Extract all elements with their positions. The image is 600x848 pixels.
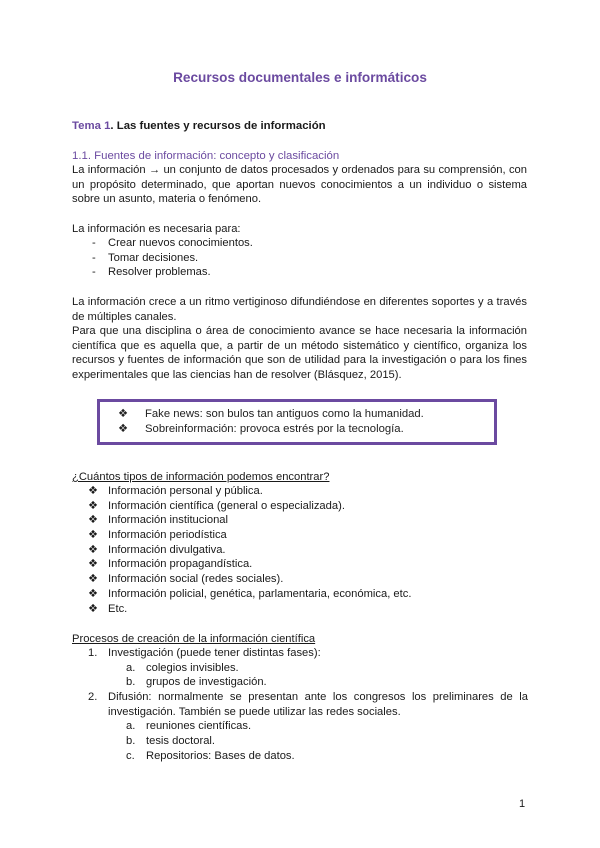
- list-item-text: Información institucional: [108, 514, 229, 527]
- tema-heading: [72, 119, 326, 134]
- list-item: [88, 528, 411, 543]
- growth-paragraph: [72, 295, 527, 324]
- sub-letter: a.: [126, 661, 136, 674]
- diamond-bullet-icon: ❖: [88, 543, 99, 556]
- list-item-text: Información propagandística.: [108, 558, 253, 571]
- list-item: [88, 557, 411, 572]
- sub-item: [108, 675, 528, 690]
- paragraph-line: Para que una disciplina o área de conocimiento avance se hace necesaria la información: [72, 325, 527, 337]
- step-number: 2.: [88, 690, 98, 703]
- process-step: [88, 646, 528, 661]
- step-text: Investigación (puede tener distintas fases):: [108, 647, 321, 659]
- list-item-text: Etc.: [108, 602, 128, 615]
- types-title: ¿Cuántos tipos de información podemos encontrar?: [72, 471, 330, 483]
- diamond-bullet-icon: ❖: [88, 529, 99, 542]
- process-step: [88, 690, 528, 719]
- document-title: Recursos documentales e informáticos: [173, 70, 427, 85]
- list-item: [88, 572, 411, 587]
- needs-intro: La información es necesaria para:: [72, 223, 241, 235]
- list-item-text: Información divulgativa.: [108, 543, 226, 556]
- sub-letter: b.: [126, 676, 136, 689]
- list-item: [88, 587, 411, 602]
- list-item-text: Información policial, genética, parlamentaria, económica, etc.: [108, 587, 412, 600]
- page-number: 1: [519, 798, 526, 810]
- list-item-text: Información personal y pública.: [108, 485, 263, 497]
- list-item: - Resolver problemas.: [92, 265, 253, 280]
- diamond-bullet-icon: ❖: [88, 499, 99, 512]
- diamond-bullet-icon: ❖: [88, 514, 99, 527]
- diamond-bullet-icon: ❖: [88, 573, 99, 586]
- list-item: [88, 484, 411, 499]
- box-item-text: Sobreinformación: provoca estrés por la tecnología.: [145, 423, 404, 435]
- sub-item: [108, 719, 528, 734]
- paragraph-line: sobre un asunto, materia o fenómeno.: [72, 193, 262, 206]
- list-item: [88, 513, 411, 528]
- diamond-bullet-icon: ❖: [88, 558, 99, 571]
- paragraph-line: un propósito determinado, que aportan nuevos conocimientos a un individuo o sistema: [72, 178, 527, 191]
- sub-text: grupos de investigación.: [146, 676, 267, 689]
- diamond-bullet-icon: ❖: [118, 408, 129, 420]
- highlight-box: [97, 399, 497, 445]
- list-item-text: Información social (redes sociales).: [108, 573, 284, 586]
- step-number: 1.: [88, 647, 98, 659]
- list-item: [88, 499, 411, 514]
- sub-letter: b.: [126, 734, 136, 747]
- box-item: [118, 422, 404, 437]
- needs-list: [92, 236, 253, 280]
- diamond-bullet-icon: ❖: [118, 423, 129, 435]
- diamond-bullet-icon: ❖: [88, 485, 99, 497]
- section-title: 1.1. Fuentes de información: concepto y clasificación: [72, 150, 340, 162]
- sub-item: [108, 734, 528, 749]
- list-item: [88, 543, 411, 558]
- definition-paragraph: [72, 163, 527, 207]
- diamond-bullet-icon: ❖: [88, 587, 99, 600]
- paragraph-line: experimentales que las ciencias han de resolver (Blásquez, 2015).: [72, 368, 402, 381]
- list-item: - Crear nuevos conocimientos.: [92, 236, 253, 251]
- list-item-text: Información científica (general o especializada).: [108, 499, 345, 512]
- paragraph-line: científica que es aquella que, a partir de un método sistemático y científico, organiza los: [72, 339, 527, 352]
- step-text: Difusión: normalmente se presentan ante los congresos los preliminares de la: [108, 690, 528, 703]
- tema-number: Tema 1: [72, 120, 111, 132]
- diamond-bullet-icon: ❖: [88, 602, 99, 615]
- paragraph-line: de múltiples canales.: [72, 310, 177, 323]
- discipline-paragraph: [72, 324, 527, 382]
- process-title: Procesos de creación de la información científica: [72, 633, 316, 645]
- tema-title: . Las fuentes y recursos de información: [110, 120, 326, 132]
- list-item: [88, 602, 411, 617]
- paragraph-line: recursos y fuentes de información que son de utilidad para la investigación o para los fines: [72, 354, 527, 367]
- sub-item: [108, 749, 528, 764]
- list-item-text: Información periodística: [108, 529, 227, 542]
- box-item: [118, 407, 424, 422]
- paragraph-line: La información → un conjunto de datos procesados y ordenados para su comprensión, con: [72, 164, 527, 176]
- sub-text: tesis doctoral.: [146, 734, 216, 747]
- sub-item: [108, 661, 528, 676]
- types-list: [88, 484, 411, 616]
- process-list: [88, 646, 528, 763]
- sub-letter: a.: [126, 720, 136, 733]
- paragraph-line: La información crece a un ritmo vertiginoso difundiéndose en diferentes soportes y a través: [72, 296, 527, 308]
- box-item-text: Fake news: son bulos tan antiguos como la humanidad.: [145, 408, 424, 420]
- sub-text: colegios invisibles.: [146, 661, 239, 674]
- list-item: - Tomar decisiones.: [92, 251, 253, 266]
- sub-text: Repositorios: Bases de datos.: [146, 749, 295, 762]
- sub-text: reuniones científicas.: [146, 720, 252, 733]
- sub-letter: c.: [126, 749, 135, 762]
- step-text: investigación. También se puede utilizar las redes sociales.: [108, 705, 401, 718]
